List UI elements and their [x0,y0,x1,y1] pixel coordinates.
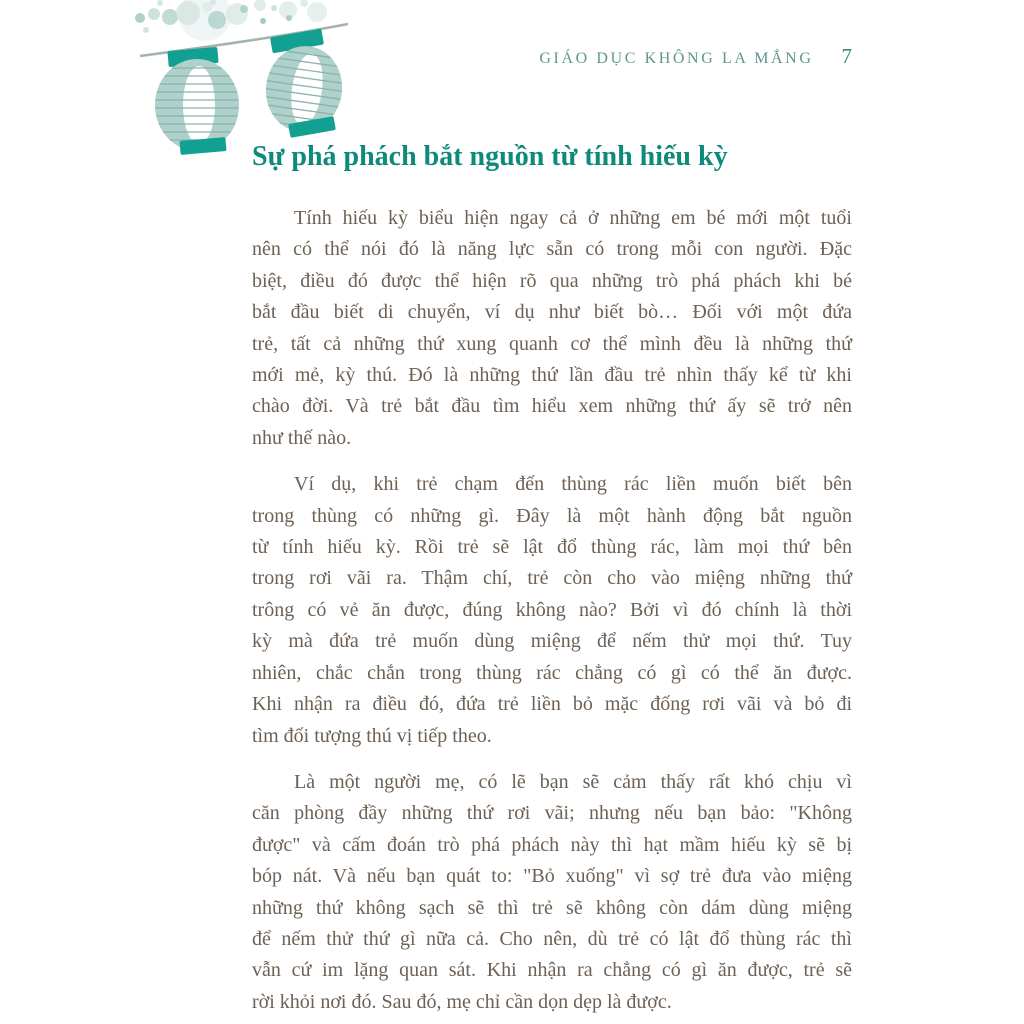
text-line: trông có vẻ ăn được, đúng không nào? Bởi vì đó chính là thời [252,598,852,621]
text-line: trẻ, tất cả những thứ xung quanh cơ thể mình đều là những thứ [252,332,852,355]
text-line: nên có thể nói đó là năng lực sẵn có trong mỗi con người. Đặc [252,238,852,261]
text-line: mới mẻ, kỳ thú. Đó là những thứ lần đầu trẻ nhìn thấy kể từ khi [252,364,852,387]
text-line: Khi nhận ra điều đó, đứa trẻ liền bỏ mặc đống rơi vãi và bỏ đi [252,693,852,716]
text-line: từ tính hiếu kỳ. Rồi trẻ sẽ lật đổ thùng rác, làm mọi thứ bên [252,536,852,559]
text-line: biệt, điều đó được thể hiện rõ qua những trò phá phách khi bé [252,269,852,292]
text-line: Ví dụ, khi trẻ chạm đến thùng rác liền muốn biết bên [294,473,852,496]
text-line: trong thùng có những gì. Đây là một hành động bắt nguồn [252,504,852,527]
text-column [252,138,852,1024]
page-number: 7 [841,44,852,68]
section-heading: Sự phá phách bắt nguồn từ tính hiếu kỳ [252,141,728,172]
text-line: được" và cấm đoán trò phá phách này thì hạt mầm hiếu kỳ sẽ bị [252,833,852,856]
text-line: Tính hiếu kỳ biểu hiện ngay cả ở những em bé mới một tuổi [294,207,852,229]
text-line: trong rơi vãi ra. Thậm chí, trẻ còn cho vào miệng những thứ [252,567,852,590]
paragraph-2 [252,469,852,752]
text-line: tìm đối tượng thú vị tiếp theo. [252,724,492,747]
paragraph-1 [252,203,852,454]
text-line: Là một người mẹ, có lẽ bạn sẽ cảm thấy rất khó chịu vì [294,770,852,793]
text-line: kỳ mà đứa trẻ muốn dùng miệng để nếm thử mọi thứ. Tuy [252,630,852,653]
text-line: chào đời. Và trẻ bắt đầu tìm hiểu xem những thứ ấy sẽ trở nên [252,395,852,418]
running-header [539,44,852,69]
lantern-right-icon [258,29,351,138]
lantern-left-icon [153,47,241,155]
text-line: những thứ không sạch sẽ thì trẻ sẽ không còn dám dùng miệng [252,896,852,919]
text-line: để nếm thử thứ gì nữa cả. Cho nên, dù trẻ có lật đổ thùng rác thì [252,927,852,950]
text-line: bóp nát. Và nếu bạn quát to: "Bỏ xuống" vì sợ trẻ đưa vào miệng [252,865,852,888]
text-line: nhiên, chắc chắn trong thùng rác chẳng có gì có thể ăn được. [252,661,852,684]
text-line: căn phòng đầy những thứ rơi vãi; nhưng nếu bạn bảo: "Không [252,802,852,825]
text-line: bắt đầu biết di chuyển, ví dụ như biết bò… Đối với một đứa [252,301,852,324]
text-line: như thế nào. [252,426,352,449]
text-line: rời khỏi nơi đó. Sau đó, mẹ chỉ cần dọn dẹp là được. [252,990,672,1013]
paragraph-3 [252,767,852,1018]
text-line: vẫn cứ im lặng quan sát. Khi nhận ra chẳng có gì ăn được, trẻ sẽ [252,959,852,982]
running-title: GIÁO DỤC KHÔNG LA MẮNG [539,50,814,67]
